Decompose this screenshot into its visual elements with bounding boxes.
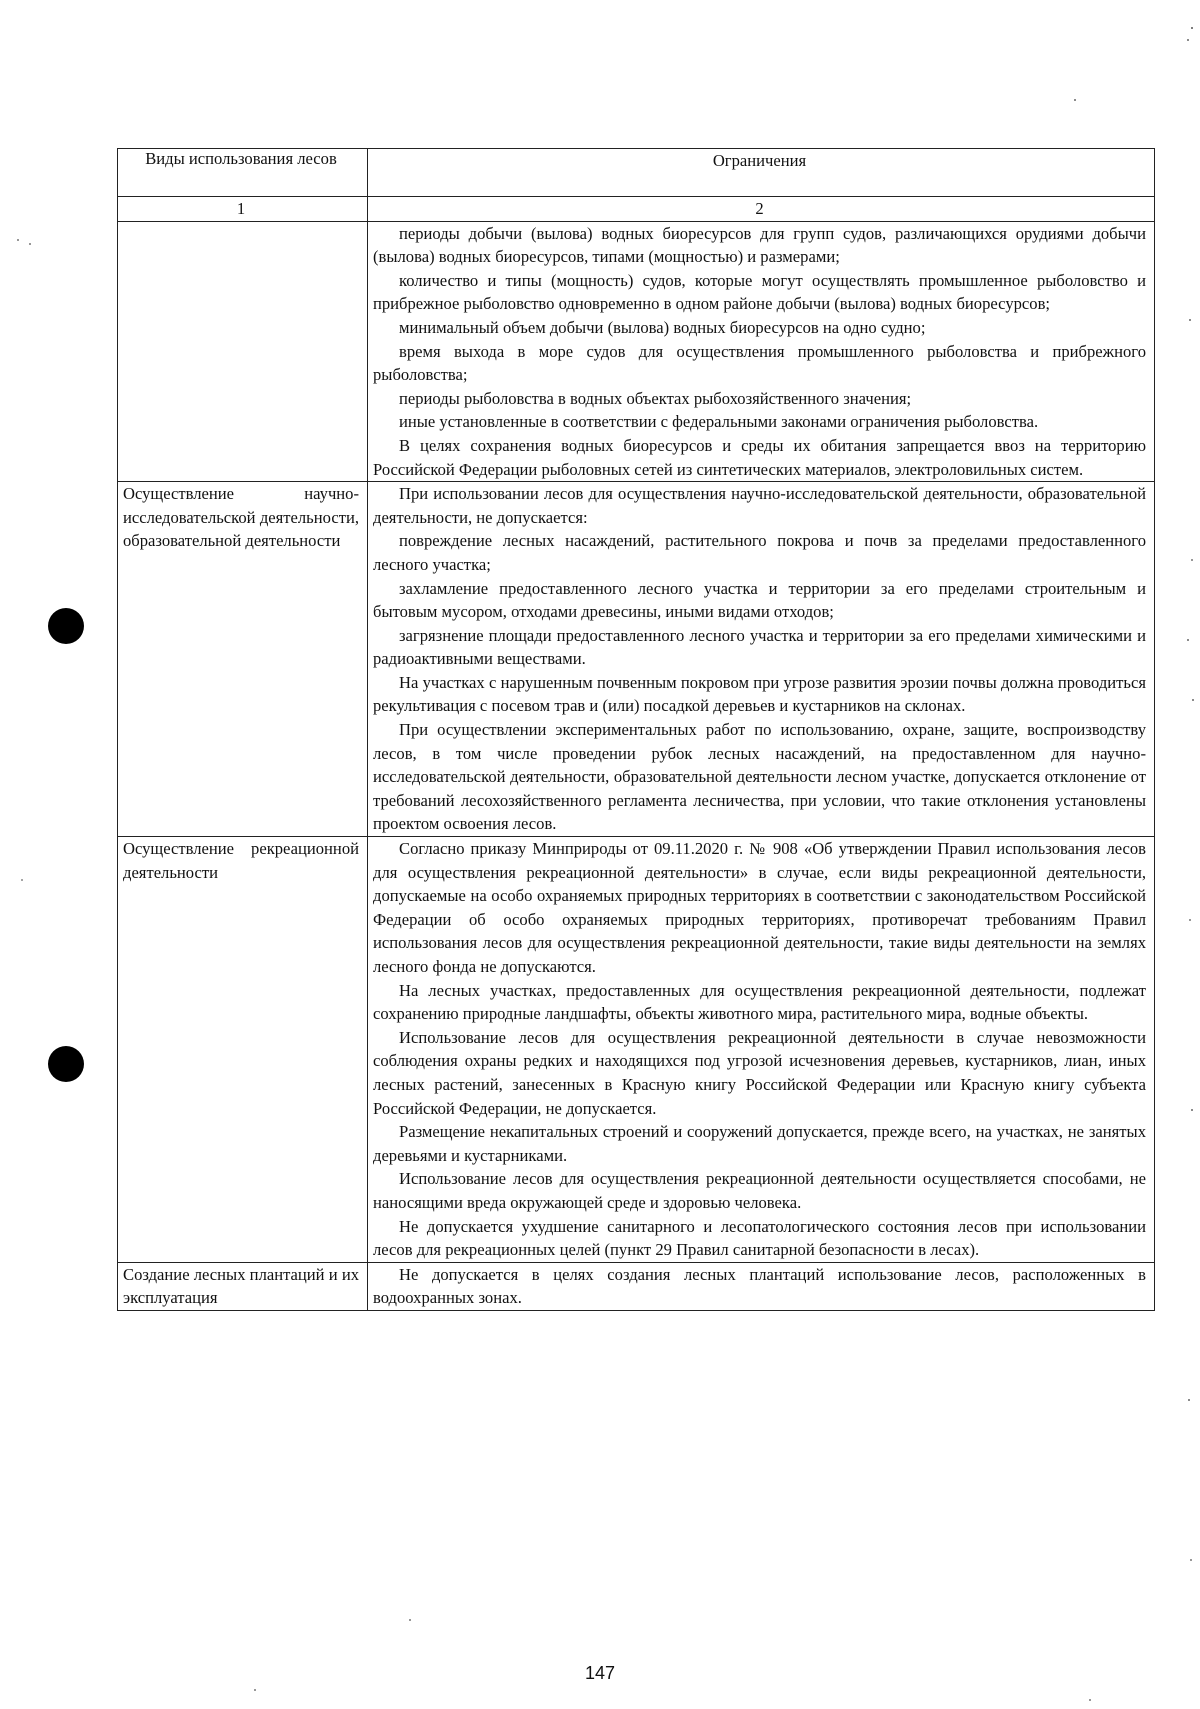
row-type-cell xyxy=(118,1262,368,1310)
row-restrictions-cell xyxy=(368,221,1155,482)
table-column-numbers-row xyxy=(118,197,1155,222)
table-header-row xyxy=(118,149,1155,197)
restriction-paragraph: время выхода в море судов для осуществления промышленного рыболовства и прибрежного рыболовства; xyxy=(373,341,1146,385)
restrictions-table xyxy=(117,148,1155,1311)
row-type-label: Осуществление научно-исследовательской деятельности, образовательной деятельности xyxy=(123,484,359,551)
restriction-paragraph: На лесных участках, предоставленных для осуществления рекреационной деятельности, подлежат сохранению природные ландшафты, объекты животного мира, растительного мира, водные объекты. xyxy=(373,980,1146,1024)
restriction-paragraph: повреждение лесных насаждений, растительного покрова и почв за пределами предоставленного лесного участка; xyxy=(373,531,1146,574)
restriction-paragraph: минимальный объем добычи (вылова) водных биоресурсов на одно судно; xyxy=(399,317,926,337)
restriction-paragraph: Размещение некапитальных строений и сооружений допускается, прежде всего, на участках, не занятых деревьями и кустарниками. xyxy=(373,1122,1146,1165)
restriction-paragraph: периоды добычи (вылова) водных биоресурсов для групп судов, различающихся орудиями добычи (вылова) водных биоресурсов, типами (мощностью) и размерами; xyxy=(373,223,1146,267)
header-restrictions: Ограничения xyxy=(368,149,1155,197)
row-type-cell xyxy=(118,221,368,482)
header-forest-use-types: Виды использования лесов xyxy=(118,149,368,197)
table-row xyxy=(118,482,1155,837)
restriction-paragraph: Согласно приказу Минприроды от 09.11.2020 г. № 908 «Об утверждении Правил использования лесов для осуществления рекреационной деятельности» в случае, если виды рекреационной деятельности, допускаемые на особо охраняемых природных территориях в соответствии с законодательством Российской Федерации об особо охраняемых природных территориях, противоречат требованиям Правил использования лесов для осуществления рекреационной деятельности, такие виды деятельности на землях лесного фонда не допускаются. xyxy=(373,839,1146,976)
row-type-cell xyxy=(118,837,368,1263)
row-restrictions-cell xyxy=(368,837,1155,1263)
restriction-paragraph: периоды рыболовства в водных объектах рыбохозяйственного значения; xyxy=(399,388,912,408)
restriction-paragraph: Не допускается в целях создания лесных плантаций использование лесов, расположенных в водоохранных зонах. xyxy=(373,1264,1146,1308)
restriction-paragraph: иные установленные в соответствии с федеральными законами ограничения рыболовства. xyxy=(399,412,1039,432)
table-row xyxy=(118,221,1155,482)
restriction-paragraph: При осуществлении экспериментальных работ по использованию, охране, защите, воспроизводству лесов, в том числе проведении рубок лесных насаждений, на предоставленном для научно-исследовательской деятельности, образовательной деятельности лесном участке, допускается отклонение от требований лесохозяйственного регламента лесничества, при условии, что такие отклонения установлены проектом освоения лесов. xyxy=(373,720,1146,834)
column-number-1: 1 xyxy=(118,197,368,222)
restriction-paragraph: количество и типы (мощность) судов, которые могут осуществлять промышленное рыболовство и прибрежное рыболовство одновременно в одном районе добычи (вылова) водных биоресурсов; xyxy=(373,270,1146,314)
restriction-paragraph: загрязнение площади предоставленного лесного участка и территории за его пределами химическими и радиоактивными веществами. xyxy=(373,625,1146,669)
restriction-paragraph: захламление предоставленного лесного участка и территории за его пределами строительным и бытовым мусором, отходами древесины, иными видами отходов; xyxy=(373,578,1146,622)
table-row xyxy=(118,1262,1155,1310)
restriction-paragraph: Использование лесов для осуществления рекреационной деятельности в случае невозможности соблюдения охраны редких и находящихся под угрозой исчезновения деревьев, кустарников, лиан, иных лесных растений, занесенных в Красную книгу Российской Федерации или Красную книгу субъекта Российской Федерации, не допускается. xyxy=(373,1027,1146,1118)
row-type-cell xyxy=(118,482,368,837)
table-row xyxy=(118,837,1155,1263)
restriction-paragraph: В целях сохранения водных биоресурсов и среды их обитания запрещается ввоз на территорию Российской Федерации рыболовных сетей из синтетических материалов, электроловильных систем. xyxy=(373,435,1146,479)
punch-hole xyxy=(48,1046,84,1082)
row-type-label: Создание лесных плантаций и их эксплуатация xyxy=(123,1264,359,1308)
restriction-paragraph: На участках с нарушенным почвенным покровом при угрозе развития эрозии почвы должна проводиться рекультивация с посевом трав и (или) посадкой деревьев и кустарников на склонах. xyxy=(373,672,1146,716)
punch-hole xyxy=(48,608,84,644)
page-number: 147 xyxy=(584,1663,616,1683)
column-number-2: 2 xyxy=(368,197,1155,222)
restriction-paragraph: Использование лесов для осуществления рекреационной деятельности осуществляется способами, не наносящими вреда окружающей среде и здоровью человека. xyxy=(373,1169,1146,1212)
row-type-label: Осуществление рекреационной деятельности xyxy=(123,839,359,882)
row-restrictions-cell xyxy=(368,1262,1155,1310)
restriction-paragraph: При использовании лесов для осуществления научно-исследовательской деятельности, образовательной деятельности, не допускается: xyxy=(373,484,1146,527)
restriction-paragraph: Не допускается ухудшение санитарного и лесопатологического состояния лесов при использовании лесов для рекреационных целей (пункт 29 Правил санитарной безопасности в лесах). xyxy=(373,1216,1146,1260)
row-restrictions-cell xyxy=(368,482,1155,837)
